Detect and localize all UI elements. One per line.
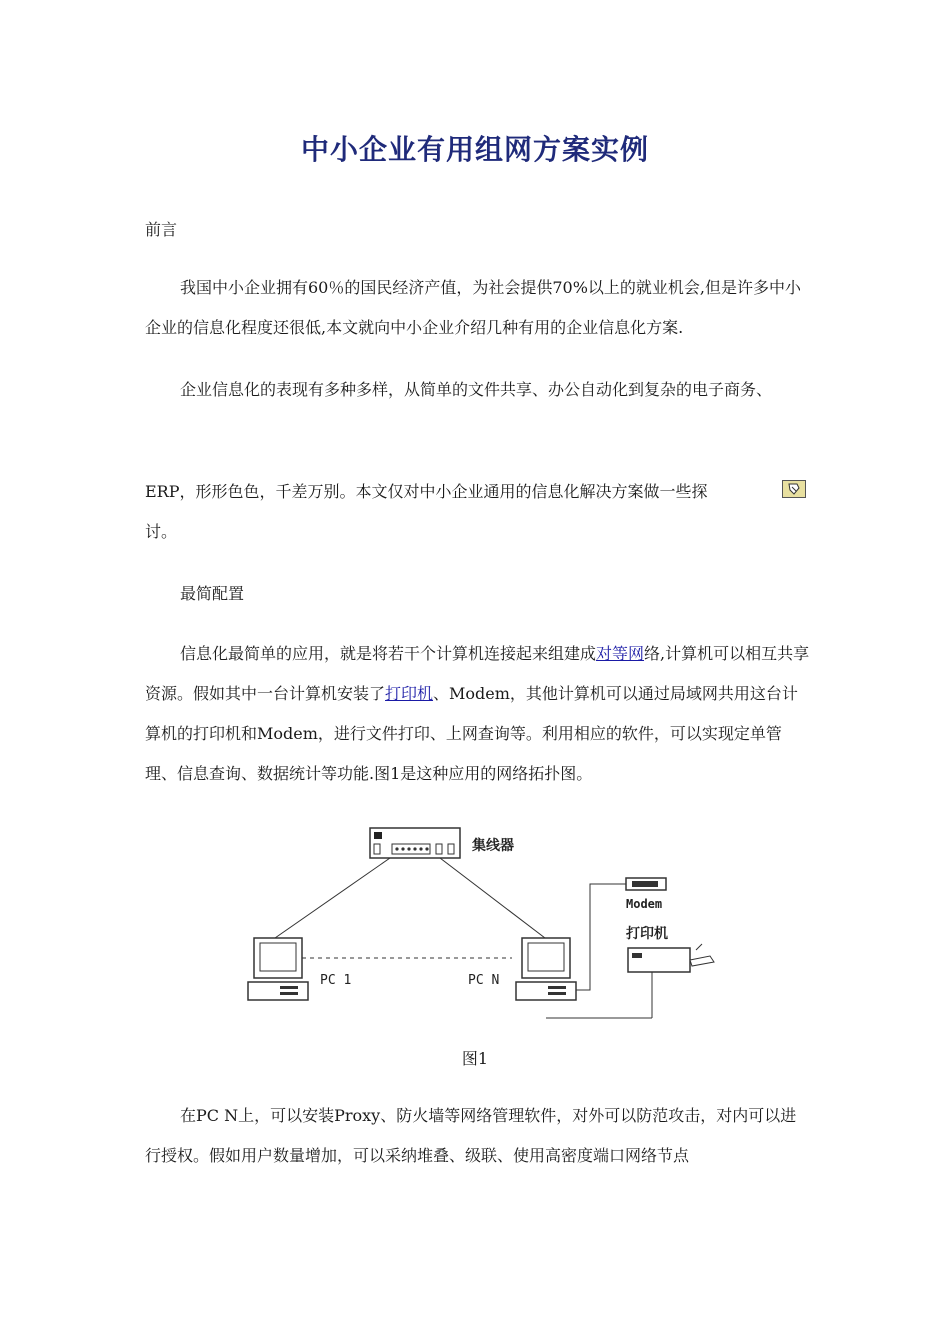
printer-icon <box>628 944 714 972</box>
pcn-icon <box>516 938 576 1000</box>
paragraph-pcn-config: 在PC N上，可以安装Proxy、防火墙等网络管理软件，对外可以防范攻击，对内可以进行授权。假如用户数量增加，可以采纳堆叠、级联、使用高密度端口网络节点 <box>145 1106 797 1165</box>
paragraph-erp-end: 讨。 <box>145 522 178 541</box>
pc1-label: PC 1 <box>320 973 352 988</box>
para4-text-c: 、Modem，其他计算机可以通过局域网共用这台计算机的打印机和Modem，进行文件打印、上网查询等。利用相应的软件，可以实现定单管理、信息查询、数据统计等功能.图1是这种应用的网络拓扑图。 <box>145 684 798 783</box>
preface-heading: 前言 <box>145 220 178 239</box>
network-topology-figure <box>240 820 720 1025</box>
pc1-icon <box>248 938 308 1000</box>
modem-label: Modem <box>626 897 663 911</box>
link-peer-network[interactable]: 对等网 <box>596 644 645 663</box>
paragraph-erp-line: ERP，形形色色，千差万别。本文仅对中小企业通用的信息化解决方案做一些探 <box>145 482 708 501</box>
pcn-label: PC N <box>468 973 500 988</box>
paragraph-simplest-config <box>145 634 810 794</box>
modem-icon <box>626 878 666 890</box>
printer-label: 打印机 <box>626 926 668 942</box>
hub-label: 集线器 <box>472 838 514 854</box>
hub-icon <box>370 828 460 858</box>
link-printer[interactable]: 打印机 <box>385 684 434 703</box>
paragraph-informatization: 企业信息化的表现有多种多样，从简单的文件共享、办公自动化到复杂的电子商务、 <box>180 380 773 399</box>
paragraph-intro: 我国中小企业拥有60％的国民经济产值，为社会提供70%以上的就业机会,但是许多中小企业的信息化程度还很低,本文就向中小企业介绍几种有用的企业信息化方案. <box>145 278 802 337</box>
page-title: 中小企业有用组网方案实例 <box>300 133 649 166</box>
figure-caption: 图1 <box>461 1049 489 1068</box>
note-icon[interactable] <box>782 480 806 498</box>
para4-text-b: 络,计算机可以相互共享资源。假如其中一台计算机安装了 <box>145 644 810 703</box>
para4-text-a: 信息化最简单的应用，就是将若干个计算机连接起来组建成 <box>180 644 597 663</box>
section-heading: 最简配置 <box>180 584 245 603</box>
